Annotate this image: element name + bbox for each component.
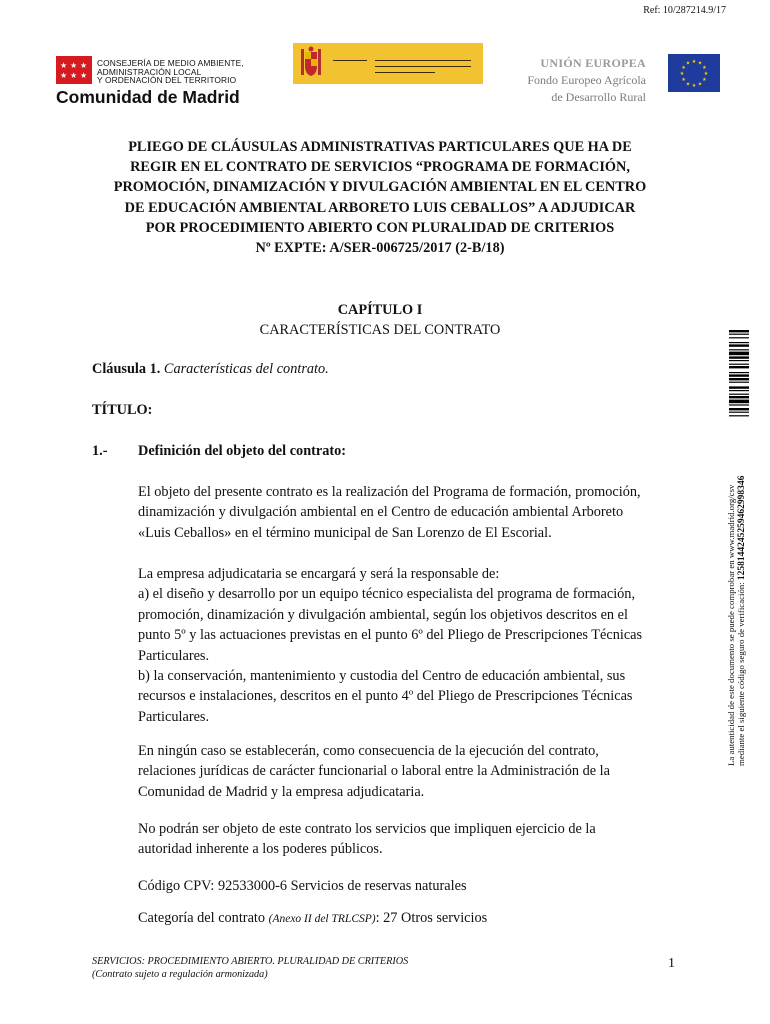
- paragraph-line: autoridad inherente a los poderes públicos.: [138, 841, 383, 858]
- category-reference: (Anexo II del TRLCSP): [268, 913, 376, 925]
- paragraph-object: [138, 482, 678, 543]
- footer-line: (Contrato sujeto a regulación armonizada): [92, 969, 268, 980]
- svg-text:★: ★: [681, 77, 686, 83]
- paragraph-line: En ningún caso se establecerán, como consecuencia de la ejecución del contrato,: [138, 743, 599, 759]
- footer-line: SERVICIOS: PROCEDIMIENTO ABIERTO. PLURALIDAD DE CRITERIOS: [92, 956, 409, 967]
- title-line: DE EDUCACIÓN AMBIENTAL ARBORETO LUIS CEBALLOS” A ADJUDICAR: [124, 199, 636, 216]
- department-line: ADMINISTRACIÓN LOCAL: [97, 66, 202, 77]
- clause-heading: [92, 361, 329, 378]
- title-line: REGIR EN EL CONTRATO DE SERVICIOS “PROGRAMA DE FORMACIÓN,: [130, 159, 630, 176]
- barcode-bar: [729, 396, 749, 398]
- barcode-bar: [729, 408, 749, 410]
- paragraph-authority: [138, 819, 678, 860]
- titulo-heading: TÍTULO:: [92, 402, 153, 418]
- paragraph-line: promoción, dinamización y divulgación ambiental, según los objetivos descritos en el: [138, 606, 628, 623]
- barcode-bar: [729, 352, 749, 356]
- svg-text:★: ★: [703, 71, 709, 77]
- item-heading: Definición del objeto del contrato:: [138, 443, 347, 459]
- barcode-bar: [729, 364, 749, 365]
- gobierno-label: [333, 55, 367, 66]
- document-title: [80, 137, 680, 258]
- paragraph-line: b) la conservación, mantenimiento y custodia del Centro de educación ambiental, sus: [138, 668, 626, 685]
- barcode-bar: [729, 394, 749, 395]
- barcode-bar: [729, 378, 749, 380]
- svg-text:★: ★: [679, 71, 685, 77]
- paragraph-line: punto 5º y las actuaciones previstas en el punto 6º del Pliego de Prescripciones Técnicas: [138, 627, 643, 644]
- page-number: 1: [668, 956, 675, 971]
- verification-code: 1258144245259462998346: [737, 475, 747, 581]
- title-line: PLIEGO DE CLÁUSULAS ADMINISTRATIVAS PARTICULARES QUE HA DE: [128, 139, 632, 155]
- paragraph-line: La empresa adjudicataria se encargará y será la responsable de:: [138, 566, 500, 582]
- barcode-icon: [729, 330, 749, 440]
- barcode-bar: [729, 404, 749, 405]
- paragraph-line: recursos e instalaciones, descritos en el punto 4º del Pliego de Prescripciones Técnicas: [138, 688, 633, 705]
- svg-text:★: ★: [685, 81, 691, 88]
- barcode-bar: [729, 415, 749, 416]
- title-line: PROMOCIÓN, DINAMIZACIÓN Y DIVULGACIÓN AMBIENTAL EN EL CENTRO: [113, 179, 647, 196]
- eu-flag-icon: [668, 54, 720, 92]
- ministerio-label: [375, 55, 471, 73]
- barcode-bar: [729, 412, 749, 413]
- barcode-bar: [729, 356, 749, 358]
- barcode-bar: [729, 366, 749, 368]
- barcode-bar: [729, 342, 749, 343]
- barcode-bar: [729, 360, 749, 361]
- expediente-number: Nº EXPTE: A/SER-006725/2017 (2-B/18): [255, 240, 505, 257]
- paragraph-line: Particulares.: [138, 708, 210, 725]
- cpv-code: Código CPV: 92533000-6 Servicios de reservas naturales: [138, 878, 467, 894]
- chapter-title: CAPÍTULO I: [337, 302, 423, 318]
- comunidad-madrid-logo: [56, 52, 288, 108]
- paragraph-line: «Luis Ceballos» en el término municipal de San Lorenzo de El Escorial.: [138, 524, 552, 541]
- verification-label: mediante el siguiente código seguro de verificación:: [736, 582, 746, 766]
- coat-of-arms-icon: [299, 46, 323, 80]
- clause-label: Cláusula 1.: [92, 361, 161, 377]
- paragraph-relations: [138, 741, 678, 802]
- paragraph-line: Particulares.: [138, 647, 210, 664]
- document-reference: Ref: 10/287214.9/17: [643, 5, 726, 16]
- category-label: Categoría del contrato: [138, 910, 269, 926]
- department-line: Y ORDENACIÓN DEL TERRITORIO: [97, 75, 237, 85]
- ue-title: UNIÓN EUROPEA: [540, 56, 646, 70]
- page-footer: [92, 955, 408, 981]
- category-value: : 27 Otros servicios: [375, 910, 488, 926]
- barcode-bar: [729, 382, 749, 383]
- paragraph-responsibilities: [138, 564, 678, 727]
- barcode-bar: [729, 372, 749, 373]
- paragraph-line: dinamización y divulgación ambiental en el Centro de educación ambiental Arboreto: [138, 504, 624, 521]
- department-line: CONSEJERÍA DE MEDIO AMBIENTE,: [97, 58, 244, 68]
- title-line: POR PROCEDIMIENTO ABIERTO CON PLURALIDAD DE CRITERIOS: [145, 219, 615, 236]
- paragraph-line: No podrán ser objeto de este contrato los servicios que impliquen ejercicio de la: [138, 821, 596, 837]
- barcode-bar: [729, 390, 749, 391]
- barcode-bar: [729, 374, 749, 376]
- contract-category: [138, 908, 678, 929]
- item-number: 1.-: [92, 443, 108, 459]
- paragraph-line: Comunidad de Madrid y la empresa adjudicataria.: [138, 783, 425, 800]
- svg-text:★: ★: [691, 59, 697, 65]
- union-europea-text: [527, 55, 646, 106]
- barcode-bar: [729, 349, 749, 350]
- barcode-bar: [729, 344, 749, 346]
- paragraph-line: relaciones jurídicas de carácter funcionarial o laboral entre la Administración de la: [138, 763, 610, 780]
- verification-line: La autenticidad de este documento se puede comprobar en www.madrid.org/csv: [726, 484, 736, 766]
- svg-text:★: ★: [702, 65, 707, 71]
- clause-name: Características del contrato.: [163, 361, 329, 377]
- svg-text:★: ★: [697, 60, 703, 67]
- svg-text:★: ★: [691, 83, 697, 89]
- barcode-bar: [729, 334, 749, 335]
- gobierno-espana-logo: [293, 43, 483, 84]
- svg-text:★: ★: [697, 81, 703, 88]
- barcode-bar: [729, 400, 749, 404]
- chapter-subtitle: CARACTERÍSTICAS DEL CONTRATO: [259, 322, 501, 338]
- barcode-bar: [729, 337, 749, 338]
- eu-stars-icon: [668, 54, 720, 92]
- barcode-bar: [729, 330, 749, 332]
- comunidad-madrid-name: Comunidad de Madrid: [56, 87, 240, 107]
- paragraph-line: a) el diseño y desarrollo por un equipo técnico especialista del programa de formación,: [138, 586, 636, 603]
- paragraph-line: El objeto del presente contrato es la realización del Programa de formación, promoción,: [138, 484, 641, 500]
- ue-line: Fondo Europeo Agrícola: [527, 73, 646, 87]
- svg-text:★: ★: [685, 60, 691, 67]
- department-name: [97, 59, 244, 85]
- madrid-flag-icon: ★ ★ ★ ★ ★ ★: [56, 56, 92, 84]
- svg-text:★: ★: [681, 65, 686, 71]
- ue-line: de Desarrollo Rural: [551, 90, 646, 104]
- svg-text:★: ★: [702, 77, 707, 83]
- barcode-bar: [729, 386, 749, 388]
